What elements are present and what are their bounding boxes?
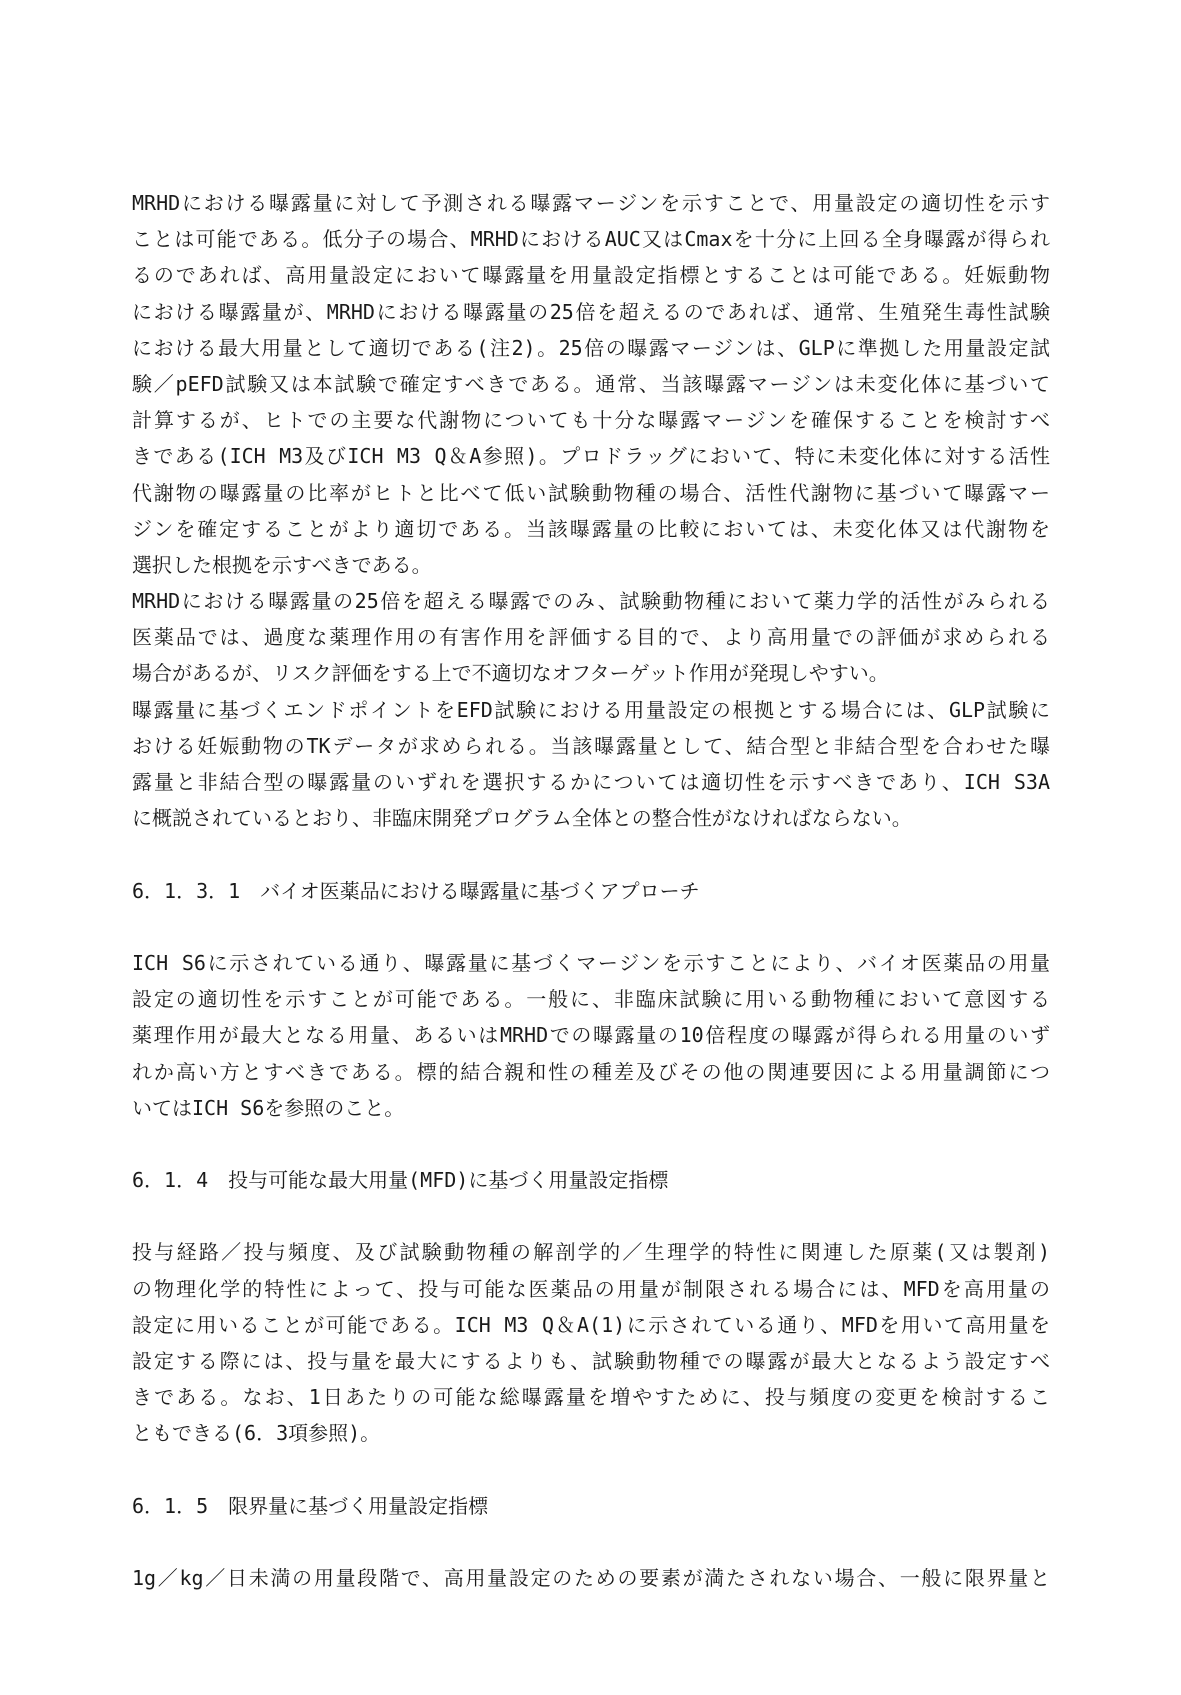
text-line: 露量と非結合型の曝露量のいずれを選択するかについては適切性を示すべきであり、ICH S3A xyxy=(132,770,1050,794)
paragraph-exposure-margin xyxy=(132,185,1050,583)
document-page xyxy=(132,185,1050,1596)
spacer xyxy=(132,1126,1050,1162)
spacer xyxy=(132,1524,1050,1560)
text-line: 設定に用いることが可能である。ICH M3 Q＆A(1)に示されている通り、MFDを用いて高用量を xyxy=(132,1312,1050,1337)
spacer xyxy=(132,836,1050,872)
text-line: 選択した根拠を示すべきである。 xyxy=(132,552,432,577)
text-line: 験／pEFD試験又は本試験で確定すべきである。通常、当該曝露マージンは未変化体に基づいて xyxy=(132,371,1050,396)
text-line: 投与経路／投与頻度、及び試験動物種の解剖学的／生理学的特性に関連した原薬(又は製剤) xyxy=(132,1240,1050,1265)
text-line: における曝露量が、MRHDにおける曝露量の25倍を超えるのであれば、通常、生殖発生毒性試験 xyxy=(132,299,1050,324)
text-line: れか高い方とすべきである。標的結合親和性の種差及びその他の関連要因による用量調節につ xyxy=(132,1059,1050,1084)
text-line: 設定する際には、投与量を最大にするよりも、試験動物種での曝露が最大となるよう設定すべ xyxy=(132,1349,1050,1373)
text-line: 薬理作用が最大となる用量、あるいはMRHDでの曝露量の10倍程度の曝露が得られる用量のいず xyxy=(132,1023,1050,1048)
text-line: 計算するが、ヒトでの主要な代謝物についても十分な曝露マージンを確保することを検討すべ xyxy=(132,408,1050,433)
text-line: きである。なお、1日あたりの可能な総曝露量を増やすために、投与頻度の変更を検討するこ xyxy=(132,1385,1050,1410)
paragraph-biopharmaceuticals xyxy=(132,945,1050,1126)
paragraph-tk-data xyxy=(132,692,1050,837)
text-line: 場合があるが、リスク評価をする上で不適切なオフターゲット作用が発現しやすい。 xyxy=(132,661,889,686)
paragraph-pharmacodynamic-activity xyxy=(132,583,1050,692)
paragraph-limit-dose xyxy=(132,1560,1050,1596)
text-line: 曝露量に基づくエンドポイントをEFD試験における用量設定の根拠とする場合には、GLP試験に xyxy=(132,697,1050,722)
text-line: 医薬品では、過度な薬理作用の有害作用を評価する目的で、より高用量での評価が求められる xyxy=(132,625,1050,650)
text-line: ジンを確定することがより適切である。当該曝露量の比較においては、未変化体又は代謝物を xyxy=(132,516,1050,541)
text-line: の物理化学的特性によって、投与可能な医薬品の用量が制限される場合には、MFDを高用量の xyxy=(132,1276,1050,1301)
spacer xyxy=(132,1198,1050,1234)
spacer xyxy=(132,1452,1050,1488)
section-heading-6-1-5: 6．1．5 限界量に基づく用量設定指標 xyxy=(132,1493,489,1518)
paragraph-mfd xyxy=(132,1234,1050,1451)
text-line: きである(ICH M3及びICH M3 Q＆A参照)。プロドラッグにおいて、特に未変化体に対する活性 xyxy=(132,444,1050,469)
text-line: における最大用量として適切である(注2)。25倍の曝露マージンは、GLPに準拠した用量設定試 xyxy=(132,335,1050,360)
text-line: るのであれば、高用量設定において曝露量を用量設定指標とすることは可能である。妊娠動物 xyxy=(132,263,1050,288)
spacer xyxy=(132,909,1050,945)
text-line: MRHDにおける曝露量の25倍を超える曝露でのみ、試験動物種において薬力学的活性がみられる xyxy=(132,589,1050,614)
text-line: いてはICH S6を参照のこと。 xyxy=(132,1095,405,1120)
text-line: 1g／kg／日未満の用量段階で、高用量設定のための要素が満たされない場合、一般に限界量と xyxy=(132,1566,1050,1591)
text-line: 設定の適切性を示すことが可能である。一般に、非臨床試験に用いる動物種において意図する xyxy=(132,987,1050,1012)
text-line: 代謝物の曝露量の比率がヒトと比べて低い試験動物種の場合、活性代謝物に基づいて曝露マー xyxy=(132,480,1050,505)
text-line: おける妊娠動物のTKデータが求められる。当該曝露量として、結合型と非結合型を合わせた曝 xyxy=(132,733,1050,758)
text-line: に概説されているとおり、非臨床開発プログラム全体との整合性がなければならない。 xyxy=(132,806,912,831)
text-line: ことは可能である。低分子の場合、MRHDにおけるAUC又はCmaxを十分に上回る全身曝露が得られ xyxy=(132,227,1050,252)
section-heading-6-1-3-1: 6．1．3．1 バイオ医薬品における曝露量に基づくアプローチ xyxy=(132,878,700,903)
text-line: ともできる(6．3項参照)。 xyxy=(132,1421,381,1446)
section-heading-6-1-4: 6．1．4 投与可能な最大用量(MFD)に基づく用量設定指標 xyxy=(132,1168,669,1193)
text-line: MRHDにおける曝露量に対して予測される曝露マージンを示すことで、用量設定の適切性を示す xyxy=(132,191,1050,215)
text-line: ICH S6に示されている通り、曝露量に基づくマージンを示すことにより、バイオ医薬品の用量 xyxy=(132,950,1050,975)
